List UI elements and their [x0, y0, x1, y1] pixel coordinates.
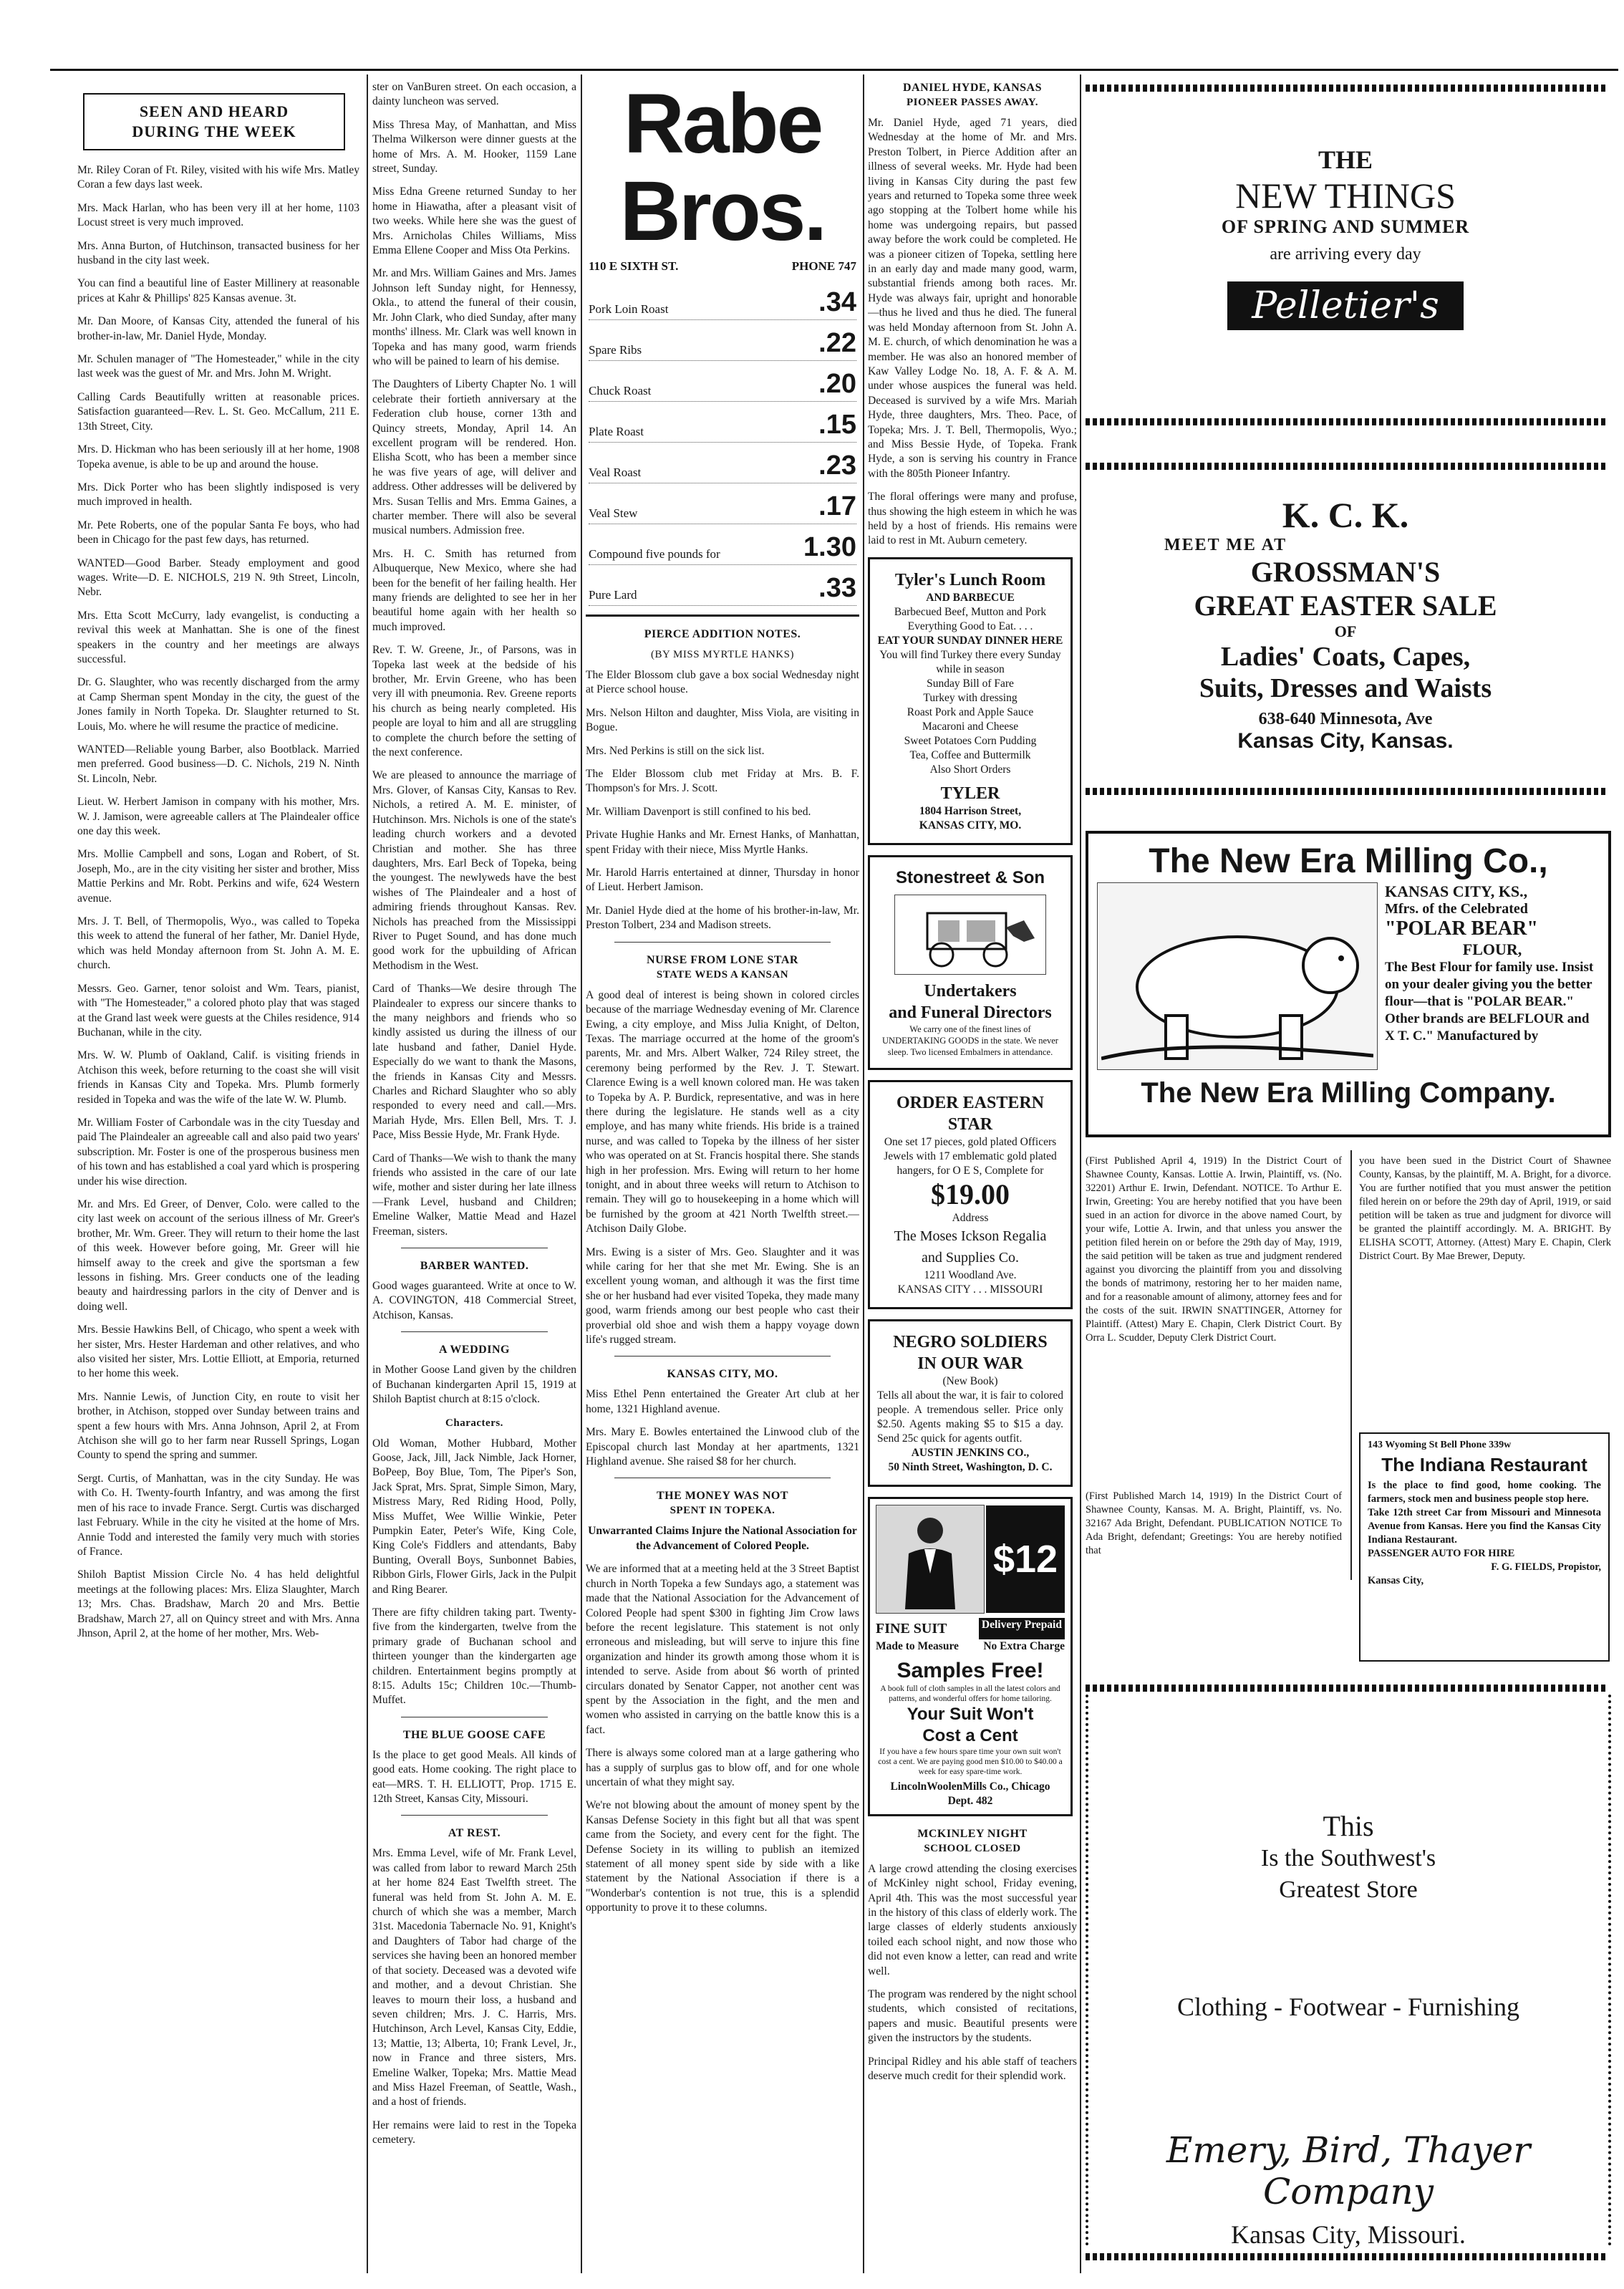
news-item: Miss Edna Greene returned Sunday to her home in Hiawatha, after a pleasant visit of two weeks. While here she was the guest of Mrs. Arnicholas Chiles Williams, Miss Emma Ellene Cooper and Miss Ota Perkins.: [372, 185, 576, 257]
headline: MCKINLEY NIGHT: [917, 1827, 1028, 1840]
headline: SPENT IN TOPEKA.: [670, 1505, 775, 1517]
column-rule: [367, 74, 368, 2273]
ad-line: (New Book): [942, 1374, 998, 1387]
section-header-line2: DURING THE WEEK: [132, 122, 296, 140]
headline: STATE WEDS A KANSAN: [656, 968, 789, 980]
article-text: in Mother Goose Land given by the children of Buchanan kindergarten April 15, 1919 at Shiloh Baptist church at 8:15 o'clock.: [372, 1364, 576, 1406]
border-hatch: [1086, 788, 1608, 795]
column-ads-middle: [868, 80, 1077, 2092]
ad-line: Suits, Dresses and Waists: [1199, 673, 1492, 703]
mill-body: [1088, 882, 1608, 1070]
ad-title: The New Era Milling Co.,: [1149, 842, 1548, 880]
column-society: [372, 80, 576, 2157]
news-item: Private Hughie Hanks and Mr. Ernest Hanks, of Manhattan, spent Friday with their niece, Miss Myrtle Hanks.: [586, 829, 859, 856]
ad-line: You will find Turkey there every Sunday while in season: [879, 648, 1061, 675]
ad-line: Everything Good to Eat. . . .: [907, 620, 1033, 632]
headline: NURSE FROM LONE STAR: [647, 953, 798, 966]
legal-notice-bright-cont: you have been sued in the District Court of Shawnee County, Kansas, by the plaintiff, M. A. Bright, for a divorce. You are further notified that you must answer the petition filed herein on or before the 29th day of April, 1919, or said petition will be taken as true and judgment for divorce will be granted the plaintiff accordingly. M. A. BRIGHT. By ELISHA SCOTT, Attorney. (Attest) Mary E. Chapin, Clerk District Court. By Mae Brewer, Deputy.: [1359, 1155, 1611, 1262]
news-item: Mr. William Foster of Carbondale was in the city Tuesday and paid The Plaindealer an agreeable call and also paid two years' subscription. Mr. Foster is one of the prosperous business men of his town and has established a coal yard which is prospering under his wise direction.: [77, 1116, 359, 1187]
border-hatch: [1086, 1685, 1608, 1692]
ad-title: IN OUR WAR: [917, 1354, 1023, 1373]
ad-line: FLOUR,: [1462, 940, 1522, 958]
article-text: There are fifty children taking part. Twenty-five from the kindergarten, twelve from the primary grade of Buchanan school and thirteen younger than the kindergarten age children. Entertainment begins promptly at 8:15. Adults 15c; Children 10c.—Thumb-Muffet.: [372, 1606, 576, 1707]
headline: BARBER WANTED.: [420, 1260, 529, 1273]
man-in-suit-illustration: [876, 1505, 985, 1614]
ad-line: Tea, Coffee and Buttermilk: [909, 748, 1031, 761]
obituary-text: Mrs. Emma Level, wife of Mr. Frank Level, was called from labor to reward March 25th at her home 824 East Twelfth street. The funeral was held from St. John A. M. E. church of which she was a member, March 31st. Macedonia Tabernacle No. 91, Knight's and Daughters of Tabor had charge of the services she having been an honored member of that society. Deceased was a devoted wife and mother, and a devout Christian. She leaves to mourn their loss, a husband and seven children; Mrs. J. C. Harris, Mrs. Hutchinson, Arch Level, Kansas City, Eddie, 13; Mattie, 13; Alberta, 10; Frank Level, Jr., now in France and three sisters, Mrs. Emeline Walker, Topeka; Mrs. Mattie Mead and Miss Hazel Freeman, of Seattle, Wash., and a host of friends.: [372, 1847, 576, 2109]
headline: A WEDDING: [439, 1344, 510, 1356]
ad-line: AND BARBECUE: [926, 591, 1015, 604]
price-item: Spare Ribs: [589, 343, 642, 357]
news-item: Mr. and Mrs. Ed Greer, of Denver, Colo. were called to the city last week on account of the serious illness of Mr. Greer's brother, Mr. Wm. Greer. They will return to their home the last of this week. However before going, Mr. Greer will hie himself away to the creek and give the sportsman a few lessons in fishing. Mrs. Greer conducts one of the leading beauty and hairdressing parlors in the city of Denver and is doing well.: [77, 1197, 359, 1313]
price-value: .23: [818, 450, 856, 481]
ad-address: Kansas City,: [1368, 1575, 1424, 1586]
stonestreet-ad: [868, 855, 1073, 1070]
suit-ad-top: [876, 1505, 1065, 1614]
news-item: Mr. Pete Roberts, one of the popular Santa Fe boys, who had been in Chicago for the past few days, has returned.: [77, 519, 359, 546]
suit-lines: [876, 1618, 1065, 1639]
ad-address: KANSAS CITY, MO.: [919, 819, 1022, 832]
obituary-text: The floral offerings were many and profuse, thus showing the high esteem in which he was held by a host of friends. His remains were laid to rest in Mt. Auburn cemetery.: [868, 491, 1077, 547]
price-value: .34: [818, 287, 856, 317]
ad-line: This: [1323, 1810, 1374, 1842]
ad-line: are arriving every day: [1270, 245, 1421, 264]
column-rule: [1080, 74, 1081, 2273]
suit-lines: [876, 1639, 1065, 1654]
ad-line: Address: [952, 1211, 989, 1224]
ad-name: TYLER: [940, 784, 1000, 803]
price-value: .33: [818, 573, 856, 603]
byline: (BY MISS MYRTLE HANKS): [651, 649, 794, 660]
price-row: [589, 410, 856, 443]
price-row: [589, 329, 856, 361]
ad-line: OF SPRING AND SUMMER: [1221, 216, 1470, 237]
rabe-bros-ad: [586, 80, 859, 274]
column-rabe-and-news: [586, 80, 859, 1924]
ad-line: Delivery Prepaid: [979, 1618, 1065, 1639]
ad-address: KANSAS CITY . . . MISSOURI: [897, 1283, 1043, 1296]
ad-fineprint: We carry one of the finest lines of UNDERTAKING GOODS in the state. We never sleep. Two licensed Embalmers in attendance.: [882, 1023, 1058, 1057]
article-text: We're not blowing about the amount of money spent by the Kansas Defense Society in this fight but all that was spent came from the Society, and every cent for the fight. The Defense Society in its willing to publish an itemized statement of all money spent side by side with a like statement by the National Association if there is a "Wonderbar's contention is not true, this is a splendid opportunity to prove it to these columns.: [586, 1799, 859, 1914]
emery-bird-thayer-ad: [1086, 1695, 1611, 2249]
price-value: .20: [818, 369, 856, 399]
ad-address: Kansas City, Missouri.: [1231, 2220, 1466, 2249]
article-text: Is the place to get good Meals. All kinds of good eats. Home cooking. The right place to eat—MRS. T. H. ELLIOTT, Prop. 1715 E. 12th Street, Kansas City, Missouri.: [372, 1748, 576, 1806]
news-item: Mrs. H. C. Smith has returned from Albuquerque, New Mexico, where she had been for the benefit of her failing health. Her many friends are delighted to see her in her beautiful home again with her health so much improved.: [372, 547, 576, 633]
ad-text: The Best Flour for family use. Insist on your dealer giving you the better flour—that is "POLAR BEAR." Other brands are BELFLOUR and X T. C." Manufactured by: [1385, 960, 1594, 1044]
divider: [586, 615, 859, 617]
column-rule: [1350, 1150, 1352, 1580]
border-hatch: [1086, 418, 1608, 425]
ad-address: 1804 Harrison Street,: [919, 804, 1022, 817]
lincoln-woolen-mills-ad: [868, 1497, 1073, 1816]
ad-title: The Indiana Restaurant: [1381, 1454, 1587, 1475]
news-item: Mr. William Davenport is still confined to his bed.: [586, 805, 811, 818]
ad-line: 143 Wyoming St Bell Phone 339w: [1368, 1440, 1512, 1450]
negro-soldiers-ad: [868, 1319, 1073, 1487]
article-text: A good deal of interest is being shown in colored circles because of the marriage Wednesday evening of Mr. Clarence Ewing, a city employe, and Miss Julia Knight, of Delton, Texas. The marriage occurred at the home of the groom's parents, Mr. and Mrs. Albert Walker, 724 Riley street, the ceremony being performed by the Rev. J. T. Stewart. Clarence Ewing is a well known colored man. He was taken to Topeka by A. P. Burdick, representative, and was in here there during the legislature. He stands well as a city employe, and has many white friends. His bride is a trained nurse, and was called to Topeka by the illness of her sister who was operated on at St. Francis hospital there. She stands high in her profession. Mrs. Ewing will return to her home tonight, and in about three weeks will return to Atchison to remain. They will go to housekeeping in a home which will be furnished by the groom at 421 North Twelfth street.—Atchison Daily Globe.: [586, 988, 859, 1235]
ad-company: AUSTIN JENKINS CO.,: [911, 1446, 1030, 1459]
news-item: Mrs. Etta Scott McCurry, lady evangelist, is conducting a revival this week at Manhattan. She is one of the finest speakers in the country and her meetings are always successful.: [77, 609, 359, 665]
eastern-star-ad: [868, 1080, 1073, 1309]
classified-ad: WANTED—Good Barber. Steady employment and good wages. Write—D. E. NICHOLS, 219 N. 9th Street, Lincoln, Nebr.: [77, 556, 359, 599]
border-hatch: [1086, 2253, 1608, 2260]
grossmans-ad: [1086, 473, 1605, 781]
article-text: A large crowd attending the closing exercises of McKinley night school, Friday evening, April 4th. This was the most successful year in the history of this class of elderly work. The large classes of elderly students anxiously toiled each school night, and now those who did not even know a letter, can read and write well.: [868, 1862, 1077, 1977]
subheadline: Characters.: [445, 1417, 503, 1429]
ad-line: OF: [1334, 622, 1357, 640]
ad-line: Sweet Potatoes Corn Pudding: [904, 734, 1037, 747]
ad-text: Take 12th street Car from Missouri and Minnesota Avenue from Kansas. Here you find the Kansas City Indiana Restaurant.: [1368, 1507, 1601, 1546]
ad-address: 1211 Woodland Ave.: [924, 1268, 1017, 1281]
news-item: Miss Thresa May, of Manhattan, and Miss Thelma Wilkerson were dinner guests at the home of Mrs. A. M. Hooker, 1159 Lane street, Sunday.: [372, 118, 576, 175]
rabe-address-line: [589, 259, 856, 274]
ad-company: LincolnWoolenMills Co., Chicago: [890, 1780, 1050, 1793]
price-item: Veal Stew: [589, 506, 638, 520]
price-row: [589, 288, 856, 320]
ad-line: Greatest Store: [1279, 1876, 1418, 1903]
rabe-phone: PHONE 747: [791, 259, 856, 273]
ad-address: Kansas City, Kansas.: [1237, 729, 1454, 753]
ad-text: PASSENGER AUTO FOR HIRE: [1368, 1548, 1515, 1559]
news-item: Mr. Schulen manager of "The Homesteader," while in the city last week was the guest of Mr. and Mrs. John M. Wright.: [77, 353, 359, 380]
ad-fineprint: A book full of cloth samples in all the latest colors and patterns, and wonderful offers for home tailoring.: [880, 1684, 1060, 1703]
ad-line: Also Short Orders: [929, 763, 1011, 776]
news-item: Mrs. Dick Porter who has been slightly indisposed is very much improved in health.: [77, 481, 359, 509]
hearse-illustration: [894, 895, 1046, 975]
pelletiers-logo: Pelletier's: [1227, 281, 1464, 330]
ad-text: Is the place to find good, home cooking. The farmers, stock men and business people stop here.: [1368, 1480, 1601, 1505]
ad-line: No Extra Charge: [983, 1639, 1065, 1652]
ad-line: Barbecued Beef, Mutton and Pork: [894, 605, 1047, 618]
price-row: [589, 370, 856, 402]
section-header-line1: SEEN AND HEARD: [139, 102, 289, 120]
classified-ad: WANTED—Reliable young Barber, also Bootblack. Married men preferred. Good business—D. C. Nichols, 219 N. Ninth St. Lincoln, Nebr.: [77, 743, 359, 785]
man-icon: [880, 1509, 980, 1609]
news-item: The Daughters of Liberty Chapter No. 1 will celebrate their fortieth anniversary at the Federation club house, corner 13th and Quincy streets, Monday, April 14. An excellent program will be rendered. Hon. Elisha Scott, who has been a member since he was five years of age, will deliver and address. Other addresses will be delivered by Mrs. Susan Tellis and Mrs. Emma Gaines, a charter member. There will also be several musical numbers. Admission free.: [372, 378, 576, 537]
ad-text: Tells all about the war, it is fair to colored people. A tremendous seller. Price only $2.50. Agents making $5 to $15 a day. Send 25c quick for agents outfit.: [877, 1389, 1063, 1445]
news-item: The Elder Blossom club met Friday at Mrs. B. F. Thompson's for Mrs. J. Scott.: [586, 768, 859, 795]
news-item: Mrs. Mollie Campbell and sons, Logan and Robert, of St. Joseph, Mo., are in the city visiting her sister and brother, Miss Mattie Perkins and Mr. Robt. Perkins and wife, 624 Western avenue.: [77, 848, 359, 905]
news-item: Mrs. Mary E. Bowles entertained the Linwood club of the Episcopal church last Monday at her apartments, 1321 Highland avenue. She raised $8 for her church.: [586, 1426, 859, 1468]
price-item: Plate Roast: [589, 425, 644, 438]
ad-footer: The New Era Milling Company.: [1141, 1077, 1556, 1109]
news-item: Mr. Daniel Hyde died at the home of his brother-in-law, Mr. Preston Tolbert, 234 and Madison streets.: [586, 904, 859, 932]
ad-line: Roast Pork and Apple Sauce: [907, 705, 1034, 718]
price-row: [589, 533, 856, 565]
ad-title: NEW THINGS: [1235, 175, 1456, 216]
news-item: ster on VanBuren street. On each occasion, a dainty luncheon was served.: [372, 81, 576, 108]
mill-text: [1385, 882, 1600, 1070]
headline: AT REST.: [448, 1827, 501, 1840]
ad-price: $19.00: [931, 1177, 1010, 1210]
ad-title: NEGRO SOLDIERS: [893, 1332, 1048, 1351]
headline: PIONEER PASSES AWAY.: [906, 97, 1039, 108]
ad-line: Is the Southwest's: [1260, 1845, 1436, 1871]
tylers-lunch-room-ad: [868, 557, 1073, 845]
section-header-box: [83, 93, 345, 150]
divider: [401, 1331, 548, 1332]
ad-line: KANSAS CITY, KS.,: [1385, 882, 1528, 900]
news-item: You can find a beautiful line of Easter Millinery at reasonable prices at Kahr & Phillips' 825 Kansas avenue. 3t.: [77, 277, 359, 304]
ad-title: ORDER EASTERN STAR: [896, 1093, 1045, 1134]
price-value: 1.30: [803, 532, 856, 562]
ad-name: F. G. FIELDS, Propistor,: [1491, 1561, 1601, 1573]
news-item: Mrs. Bessie Hawkins Bell, of Chicago, who spent a week with her sister, Mrs. Hester Hardeman and other relatives, and who also visited her sister, Mrs. Lottie Elliott, at Emporia, returned to her home this week.: [77, 1324, 359, 1380]
rabe-title: Rabe: [623, 80, 822, 171]
classified-ad: Good wages guaranteed. Write at once to W. A. COVINGTON, 418 Commercial Street, Atchison, Kansas.: [372, 1280, 576, 1321]
suit-price: $12: [986, 1505, 1065, 1613]
ad-title: GROSSMAN'S: [1250, 556, 1441, 588]
ad-company: and Supplies Co.: [921, 1249, 1020, 1266]
headline: PIERCE ADDITION NOTES.: [644, 628, 801, 640]
article-text: We are informed that at a meeting held at the 3 Street Baptist church in North Topeka a few Sundays ago, a statement was made that the National Association for the Advancement of Colored People had spent $300 in fighting Jim Crow laws before the recent legislature. This statement is not only erroneous and misleading, but will serve to injure this fine organization and hinder its growth among those whom it is intended to serve. Aside from about $6 worth of printed circulars donated by Senator Capper, not another cent was spent by the Association in the fight, and the men and women who assisted in carrying on the battle know this is a fact.: [586, 1563, 859, 1736]
card-of-thanks: Card of Thanks—We desire through The Plaindealer to express our sincere thanks to the many neighbors and friends who so kindly assisted us during the illness of our late husband and father, Daniel Hyde. Especially do we want to thank the Masons, the friends in Kansas City and Messrs. Charles and Richard Slaughter who so ably responded to every need and call.—Mrs. Mariah Hyde, Mrs. Ellen Bell, Mrs. T. J. Pace, Miss Bessie Hyde, Mr. Frank Hyde.: [372, 983, 576, 1142]
masthead-rule: [50, 69, 1618, 71]
card-of-thanks: Card of Thanks—We wish to thank the many friends who assisted in the care of our late wife, mother and sister during her late illness—Frank Level, husband and Children; Emeline Walker, Mattie Mead and Hazel Freeman, sisters.: [372, 1152, 576, 1238]
ad-line: Clothing - Footwear - Furnishing: [1177, 1992, 1519, 2021]
news-item: Calling Cards Beautifully written at reasonable prices. Satisfaction guaranteed—Rev. L. St. Geo. McCallum, 211 E. 13th Street, City.: [77, 390, 359, 433]
price-value: .22: [818, 328, 856, 358]
news-item: Mrs. Anna Burton, of Hutchinson, transacted business for her husband in the city last week.: [77, 239, 359, 267]
legal-notice-bright: (First Published March 14, 1919) In the District Court of Shawnee County, Kansas. M. A. Bright, Plaintiff, vs. No. 32167 Ada Bright, Defendant. PUBLICATION NOTICE To Ada Bright, defendant; Greetings: You are hereby notified that: [1086, 1490, 1342, 1556]
news-item: Mrs. Nelson Hilton and daughter, Miss Viola, are visiting in Bogue.: [586, 706, 859, 734]
news-item: Mr. Dan Moore, of Kansas City, attended the funeral of his brother-in-law, Mr. Daniel Hyde, Monday.: [77, 315, 359, 342]
ad-line: Mfrs. of the Celebrated: [1385, 901, 1528, 917]
legal-notice-irwin: (First Published April 4, 1919) In the District Court of Shawnee County, Kansas. Lottie A. Irwin, Plaintiff, vs. (No. 32201) Arthur E. Irwin, Defendant. NOTICE. To Arthur E. Irwin, Greeting: You are hereby notified that you have been sued in an action for divorce in the above named Court, by your wife, Lottie A. Irwin, and that unless you answer the petition filed herein on or before the 29th day of May, 1919, the said petition will be taken as true and judgment rendered against you divorcing the plaintiff from you and dissolving the bonds of matrimony, restoring her to her maiden name, and for a reasonable amount of alimony, attorney fees and for the costs of the suit. IRWIN SNATTINGER, Attorney for Plaintiff. (Attest) Mary E. Chapin, Clerk District Court. By Orra L. Scudder, Deputy Clerk District Court.: [1086, 1155, 1342, 1344]
news-item: Rev. T. W. Greene, Jr., of Parsons, was in Topeka last week at the bedside of his brother, Mr. Ervin Greene, who has been very ill with pneumonia. Rev. Greene reports his church as being nearly completed. His people are loyal to him and all are struggling to complete the church before the setting of the next conference.: [372, 644, 576, 759]
new-era-milling-ad: [1086, 831, 1611, 1137]
hearse-icon: [899, 899, 1042, 970]
rabe-title: Bros.: [619, 164, 826, 259]
ad-line: and Funeral Directors: [889, 1003, 1052, 1022]
ad-text: One set 17 pieces, gold plated Officers Jewels with 17 emblematic gold plated hangers, for O E S, Complete for: [884, 1135, 1057, 1177]
rabe-address: 110 E SIXTH ST.: [589, 259, 679, 273]
news-item: Mr. and Mrs. William Gaines and Mrs. James Johnson left Sunday night, for Hennessy, Okla., to attend the funeral of their cousin, Mr. John Clark, who died Sunday, after many months' illness. Mr. Clark was well known in Topeka and has many good, warm friends who will be pained to learn of his demise.: [372, 267, 576, 367]
column-seen-and-heard: [77, 80, 359, 1649]
ad-title: K. C. K.: [1282, 495, 1409, 535]
polar-bear-illustration: [1097, 882, 1378, 1070]
price-row: [589, 574, 856, 606]
news-item: The Elder Blossom club gave a box social Wednesday night at Pierce school house.: [586, 669, 859, 696]
obituary-text: Her remains were laid to rest in the Topeka cemetery.: [372, 2119, 576, 2146]
news-item: Mr. Riley Coran of Ft. Riley, visited with his wife Mrs. Matley Coran a few days last week.: [77, 164, 359, 191]
ad-line: Undertakers: [924, 981, 1017, 1001]
price-value: .17: [818, 491, 856, 521]
ad-line: Macaroni and Cheese: [922, 720, 1019, 733]
news-item: Mrs. W. W. Plumb of Oakland, Calif. is visiting friends in Atchison this week, before returning to the coast she will visit friends in Kansas City and Topeka. Mrs. Plumb formerly resided in Topeka and was the wife of the late W. W. Plumb.: [77, 1049, 359, 1106]
headline: THE MONEY WAS NOT: [656, 1490, 789, 1503]
news-item: Shiloh Baptist Mission Circle No. 4 has held delightful meetings at the following places: Mrs. Eliza Slaughter, March 13; Mrs. Chas. Bradshaw, March 20 and Mrs. Bettie Bradshaw, March 27, all on Quincy street and with Mrs. Anna Jhnson, April 2, at the home of her mother, Mrs. Web-: [77, 1568, 359, 1639]
article-text: Old Woman, Mother Hubbard, Mother Goose, Jack, Jill, Jack Nimble, Jack Horner, BoPeep, Boy Blue, Tom, The Piper's Son, Jack Sprat, Mrs. Sprat, Simple Simon, Mary, Mistress Mary, Red Riding Hood, Polly, Miss Muffet, Wee Willie Winkie, Peter Pumpkin Eater, Peter's Wife, King Cole, King Cole's Fiddlers and attendants, Baby Bunting, Overall Boys, Sunbonnet Babies, Ribbon Girls, Flower Girls, Jack in the Pulpit and Ring Bearer.: [372, 1437, 576, 1596]
ad-title: Stonestreet & Son: [895, 867, 1045, 887]
news-item: Mrs. D. Hickman who has been seriously ill at her home, 1908 Topeka avenue, is able to be up and around the house.: [77, 443, 359, 471]
ad-headline: Your Suit Won't: [907, 1704, 1034, 1724]
divider: [614, 942, 831, 943]
pelletiers-ad: [1086, 95, 1605, 410]
ad-title: GREAT EASTER SALE: [1194, 589, 1497, 622]
divider: [401, 1815, 548, 1816]
price-item: Pork Loin Roast: [589, 302, 669, 316]
ad-headline: Samples Free!: [896, 1658, 1044, 1682]
news-item: Sergt. Curtis, of Manhattan, was in the city Sunday. He was with Co. H. Twenty-fourth Infantry, and was among the first men of his race to invade France. Sergt. Curtis was discharged last February. While in the city he visited at the home of Mrs. Annie Todd and interested the family very much with stories of France.: [77, 1472, 359, 1558]
price-item: Pure Lard: [589, 588, 637, 602]
article-text: The program was rendered by the night school students, which consisted of recitations, papers and music. Beautiful presents were given the instructors by the students.: [868, 1988, 1077, 2045]
news-item: Mr. Harold Harris entertained at dinner, Thursday in honor of Lieut. Herbert Jamison.: [586, 867, 859, 894]
ad-line: Made to Measure: [876, 1639, 959, 1652]
ad-brand: "POLAR BEAR": [1385, 917, 1538, 940]
ad-line: Sunday Bill of Fare: [927, 677, 1014, 690]
price-row: [589, 492, 856, 524]
ad-line: FINE SUIT: [876, 1620, 947, 1637]
price-item: Veal Roast: [589, 466, 642, 479]
column-rule: [863, 74, 864, 2273]
article-text: Mrs. Ewing is a sister of Mrs. Geo. Slaughter and it was while caring for her that she met Mr. Ewing. She is an excellent young woman, and although it was the first time she or her husband had ever visited Topeka, they made many good, warm friends among our best people who cast their proverbial old shoe and wish them a happy voyage down life's rugged stream.: [586, 1245, 859, 1346]
news-item: Messrs. Geo. Garner, tenor soloist and Wm. Tears, pianist, with "The Homesteader," a colored photo play that was staged at the Grand last week were guests at the Chiles residence, 914 Buchanan, while in the city.: [77, 982, 359, 1039]
news-item: We are pleased to announce the marriage of Mrs. Glover, of Kansas City, Kansas to Rev. Nichols, a retired A. M. E. minister, of Hutchinson. Mrs. Nichols is one of the state's leading church workers and a devoted Christian and mother. She has three daughters, Mrs. Earl Beck of Topeka, being the youngest. The newlyweds have the best wishes of The Plaindealer and a host of admiring friends throughout Kansas. Rev. Nichols has preached from the Mississippi River to Puget Sound, and has done much good work for the upbuilding of African Methodism in the West.: [372, 769, 576, 972]
ad-fineprint: If you have a few hours spare time your own suit won't cost a cent. We are paying good men $10.00 to $40.00 a week for easy spare-time work.: [878, 1747, 1063, 1776]
article-text: There is always some colored man at a large gathering who has a supply of surplus gas to blow off, and for one whole uncertain of what they might say.: [586, 1747, 859, 1788]
price-item: Chuck Roast: [589, 384, 652, 397]
article-text: Principal Ridley and his able staff of teachers deserve much credit for their splendid work.: [868, 2055, 1077, 2083]
obituary-text: Mr. Daniel Hyde, aged 71 years, died Wednesday at the home of Mr. and Mrs. Preston Tolbert, in Pierce Addition after an illness of several weeks. Mr. Hyde had been living in Kansas City during the past few years and returned to Topeka some three week ago stopping at the Tolbert home while his home was undergoing repairs, but passed away before the work could be completed. He was a pioneer citizen of Topeka, settling here in an early day and made many good, warm, substantial friends among both races. Mr. Hyde was always fair, upright and honorable—thus he lived and thus he died. The funeral was held Monday afternoon from St. John A. M. E. church, of which denomination he was a member. He was also an honored member of Kaw Valley Lodge No. 18, A. F. & A. M. under whose auspices the funeral was held. Deceased is survived by a wife Mrs. Mariah Hyde, three daughters, Mrs. Theo. Pace, of Topeka; Mrs. J. T. Bell, Thermopolis, Wyo.; and Miss Bessie Hyde, of Topeka. Frank Hyde, a son is serving his country in France with the 805th Pioneer Infantry.: [868, 117, 1077, 480]
price-value: .15: [818, 410, 856, 440]
price-row: [589, 451, 856, 483]
headline: DANIEL HYDE, KANSAS: [903, 82, 1042, 94]
column-rule: [581, 74, 582, 2273]
news-item: Lieut. W. Herbert Jamison in company with his mother, Mrs. W. J. Jamison, were agreeable callers at The Plaindealer office one day this week.: [77, 796, 359, 838]
ad-line: Ladies' Coats, Capes,: [1220, 642, 1471, 672]
news-item: Mrs. Mack Harlan, who has been very ill at her home, 1103 Locust street is very much improved.: [77, 201, 359, 229]
ad-address: 638-640 Minnesota, Ave: [1258, 710, 1433, 728]
border-hatch: [1086, 85, 1608, 92]
ad-title: Tyler's Lunch Room: [894, 570, 1046, 589]
news-item: Dr. G. Slaughter, who was recently discharged from the army at Camp Sherman spent Monday in the city, the guest of the Jones family in North Topeka. Dr. Slaughter returned to St. Louis, Mo. where he will resume the practice of medicine.: [77, 676, 359, 733]
headline: THE BLUE GOOSE CAFE: [402, 1728, 546, 1741]
emery-logo: Emery, Bird, Thayer Company: [1166, 2129, 1531, 2212]
deck: Unwarranted Claims Injure the National Association for the Advancement of Colored People.: [588, 1525, 857, 1552]
price-item: Compound five pounds for: [589, 547, 720, 561]
ad-company: The Moses Ickson Regalia: [894, 1228, 1047, 1244]
ad-company: Dept. 482: [947, 1794, 993, 1807]
headline: KANSAS CITY, MO.: [667, 1368, 778, 1381]
ad-address: 50 Ninth Street, Washington, D. C.: [888, 1460, 1053, 1473]
ad-line: THE: [1318, 145, 1373, 174]
headline: SCHOOL CLOSED: [924, 1842, 1021, 1854]
ad-line: MEET ME AT: [1164, 536, 1287, 554]
news-item: Miss Ethel Penn entertained the Greater Art club at her home, 1321 Highland avenue.: [586, 1388, 859, 1415]
ad-line: Turkey with dressing: [923, 691, 1018, 704]
polar-bear-icon: [1101, 887, 1373, 1066]
news-item: Mrs. J. T. Bell, of Thermopolis, Wyo., was called to Topeka this week to attend the funeral of her father, Mr. Daniel Hyde, which was held Monday afternoon from St. John A. M. E. church.: [77, 915, 359, 972]
news-item: Mrs. Nannie Lewis, of Junction City, en route to visit her brother, in Atchison, stopped over Sunday between trains and spent a few hours with Mrs. Anna Johnson, April 2, at From Atchison she will go to her farm near Russell Springs, Logan County to spend the spring and summer.: [77, 1390, 359, 1462]
border-hatch: [1086, 463, 1608, 470]
ad-line: EAT YOUR SUNDAY DINNER HERE: [877, 634, 1063, 647]
ad-headline: Cost a Cent: [922, 1725, 1018, 1745]
indiana-restaurant-ad: [1359, 1432, 1610, 1662]
news-item: Mrs. Ned Perkins is still on the sick list.: [586, 744, 765, 757]
